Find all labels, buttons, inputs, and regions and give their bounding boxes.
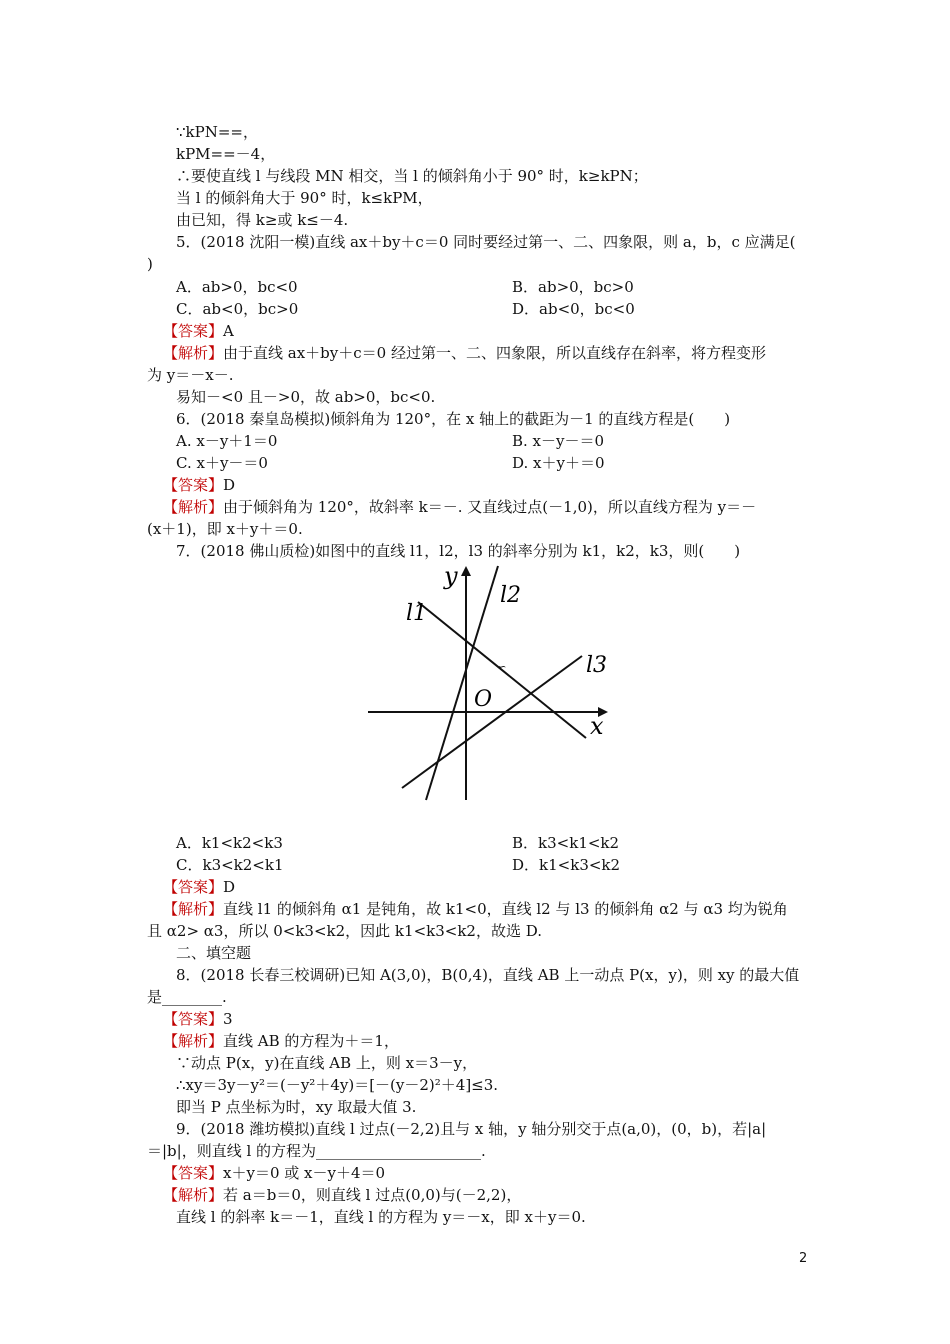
option-c: C．ab<0，bc>0 [176,300,299,318]
explanation-9-cont: 直线 l 的斜率 k＝－1，直线 l 的方程为 y＝－x，即 x＋y＝0. [176,1208,586,1226]
option-b: B．k3<k1<k2 [512,834,620,852]
origin-label: O [474,687,493,712]
answer-5: 【答案】A [163,322,234,340]
explanation-8-cont: ∴xy＝3y－y²＝(－y²＋4y)＝[－(y－2)²＋4]≤3. [176,1076,499,1094]
text-line: 由已知，得 k≥或 k≤－4. [176,211,349,229]
explanation-8-cont: 即当 P 点坐标为时，xy 取最大值 3. [176,1098,417,1116]
answer-tag: 【答案】 [163,1010,224,1028]
l2-label: l2 [500,583,522,608]
option-d: D．ab<0，bc<0 [512,300,635,318]
page-number: 2 [799,1251,808,1266]
question-8: 8．(2018 长春三校调研)已知 A(3,0)，B(0,4)，直线 AB 上一动点 P(x，y)，则 xy 的最大值 [176,966,800,984]
y-axis-label: y [444,562,458,590]
question-7: 7．(2018 佛山质检)如图中的直线 l1，l2，l3 的斜率分别为 k1，k2，k3，则( ) [176,542,741,560]
explanation-8: 【解析】直线 AB 的方程为＋＝1， [163,1032,399,1050]
explanation-8-cont: ∵动点 P(x，y)在直线 AB 上，则 x＝3－y， [176,1054,478,1072]
l3-label: l3 [586,653,608,678]
answer-tag: 【答案】 [163,476,224,494]
question-6: 6．(2018 秦皇岛模拟)倾斜角为 120°，在 x 轴上的截距为－1 的直线方程是( ) [176,410,731,428]
option-b: B. x－y－＝0 [512,432,605,450]
question-9: 9．(2018 潍坊模拟)直线 l 过点(－2,2)且与 x 轴，y 轴分别交于点(a,0)，(0，b)，若|a| [176,1120,767,1138]
answer-tag: 【答案】 [163,1164,224,1182]
explanation-6-cont: (x＋1)，即 x＋y＋＝0. [147,520,303,538]
question-9-cont: ＝|b|，则直线 l 的方程为______________________. [147,1142,486,1160]
option-a: A．k1<k2<k3 [176,834,283,852]
option-b: B．ab>0，bc>0 [512,278,634,296]
explanation-5: 【解析】由于直线 ax＋by＋c＝0 经过第一、二、四象限，所以直线存在斜率，将方程变形 [163,344,766,362]
answer-tag: 【答案】 [163,322,224,340]
option-d: D．k1<k3<k2 [512,856,621,874]
text-line: ∵kPN==， [176,123,258,141]
stray-mark: ∽ [498,662,507,673]
answer-8: 【答案】3 [163,1010,233,1028]
explanation-tag: 【解析】 [163,1186,224,1204]
option-a: A．ab>0，bc<0 [176,278,298,296]
explanation-tag: 【解析】 [163,900,224,918]
explanation-7-cont: 且 α2> α3，所以 0<k3<k2，因此 k1<k3<k2，故选 D. [147,922,542,940]
answer-6: 【答案】D [163,476,236,494]
l1-label: l1 [406,601,428,626]
option-a: A. x－y＋1＝0 [176,432,278,450]
explanation-5-cont: 为 y＝－x－. [147,366,234,384]
text-line: kPM==－4， [176,145,276,163]
question-8-cont: 是________. [147,988,227,1006]
option-c: C. x＋y－＝0 [176,454,268,472]
question-5: 5．(2018 沈阳一模)直线 ax＋by＋c＝0 同时要经过第一、二、四象限，则 a，b，c 应满足( [176,233,796,251]
text-line: 当 l 的倾斜角大于 90° 时，k≤kPM， [176,189,433,207]
explanation-9: 【解析】若 a＝b＝0，则直线 l 过点(0,0)与(－2,2)， [163,1186,522,1204]
section-heading: 二、填空题 [176,944,252,962]
explanation-tag: 【解析】 [163,344,224,362]
option-d: D. x＋y＋＝0 [512,454,605,472]
explanation-7: 【解析】直线 l1 的倾斜角 α1 是钝角，故 k1<0，直线 l2 与 l3 的倾斜角 α2 与 α3 均为锐角 [163,900,788,918]
line-l3 [402,656,582,788]
explanation-5-cont: 易知－<0 且－>0，故 ab>0，bc<0. [176,388,436,406]
option-c: C．k3<k2<k1 [176,856,284,874]
explanation-tag: 【解析】 [163,498,224,516]
line-l2 [426,566,498,800]
question-5-cont: ) [147,255,153,273]
explanation-tag: 【解析】 [163,1032,224,1050]
x-axis-label: x [590,712,604,740]
answer-7: 【答案】D [163,878,236,896]
answer-tag: 【答案】 [163,878,224,896]
answer-9: 【答案】x＋y＝0 或 x－y＋4＝0 [163,1164,386,1182]
slope-lines-figure [360,562,620,812]
text-line: ∴要使直线 l 与线段 MN 相交，当 l 的倾斜角小于 90° 时，k≥kPN； [176,167,648,185]
explanation-6: 【解析】由于倾斜角为 120°，故斜率 k＝－. 又直线过点(－1,0)，所以直线方程为 y＝－ [163,498,757,516]
